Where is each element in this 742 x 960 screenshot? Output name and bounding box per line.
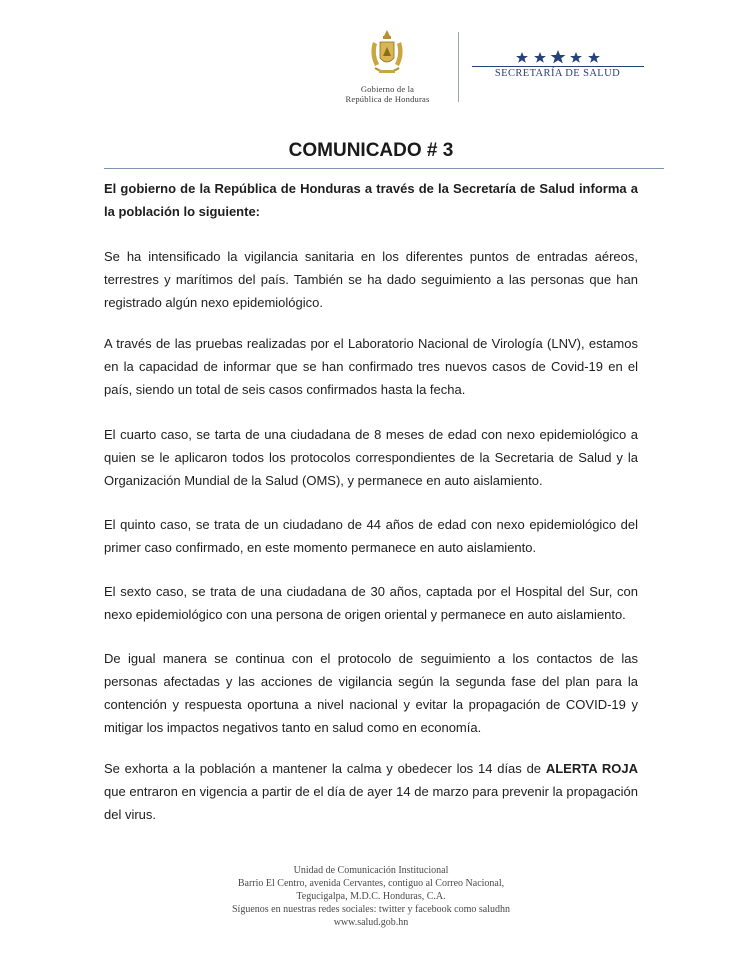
red-alert-text-after: que entraron en vigencia a partir de el día de ayer 14 de marzo para prevenir la propagación del virus. [104, 784, 638, 822]
paragraph-red-alert [104, 757, 638, 826]
title-divider [104, 168, 664, 169]
gov-line-1: Gobierno de la [360, 84, 415, 94]
footer [0, 864, 742, 929]
footer-city: Tegucigalpa, M.D.C. Honduras, C.A. [296, 891, 446, 902]
paragraph-fourth-case: El cuarto caso, se tarta de una ciudadana de 8 meses de edad con nexo epidemiológico a quien se le aplicaron todos los protocolos correspondientes de la Secretaria de Salud y la Organización Mundial de la Salud (OMS), y permanece en auto aislamiento. [104, 427, 638, 488]
paragraph-surveillance: Se ha intensificado la vigilancia sanitaria en los diferentes puntos de entradas aéreos, terrestres y marítimos del país. También se ha dado seguimiento a las personas que han registrado algún nexo epidemiológico. [104, 249, 638, 310]
coat-of-arms-icon [365, 28, 409, 78]
gov-line-2: República de Honduras [345, 94, 430, 104]
letterhead [0, 22, 742, 112]
stars-icon [470, 50, 645, 64]
header-divider [458, 32, 459, 102]
communique-body [104, 177, 638, 826]
ministry-name: SECRETARÍA DE SALUD [494, 68, 621, 79]
footer-website: www.salud.gob.hn [333, 917, 409, 928]
footer-address: Barrio El Centro, avenida Cervantes, contiguo al Correo Nacional, [237, 878, 505, 889]
ministry-rule [472, 66, 644, 67]
footer-unit: Unidad de Comunicación Institucional [293, 865, 449, 876]
paragraph-new-cases: A través de las pruebas realizadas por el Laboratorio Nacional de Virología (LNV), estamos en la capacidad de informar que se han confirmado tres nuevos casos de Covid-19 en el país, siendo un total de seis casos confirmados hasta la fecha. [104, 336, 638, 397]
paragraph-protocol: De igual manera se continua con el protocolo de seguimiento a los contactos de las personas afectadas y las acciones de vigilancia según la segunda fase del plan para la contención y respuesta oportuna a nivel nacional y evitar la propagación de COVID-19 y mitigar los impactos negativos tanto en salud como en economía. [104, 651, 638, 735]
page-title: COMUNICADO # 3 [288, 140, 454, 161]
footer-social: Síguenos en nuestras redes sociales: twitter y facebook como saludhn [232, 904, 510, 915]
paragraph-fifth-case: El quinto caso, se trata de un ciudadano de 44 años de edad con nexo epidemiológico del primer caso confirmado, en este momento permanece en auto aislamiento. [104, 517, 638, 555]
paragraph-sixth-case: El sexto caso, se trata de una ciudadana de 30 años, captada por el Hospital del Sur, con nexo epidemiológico con una persona de origen oriental y permanece en auto aislamiento. [104, 584, 638, 622]
intro-paragraph: El gobierno de la República de Honduras a través de la Secretaría de Salud informa a la población lo siguiente: [104, 181, 638, 219]
red-alert-text-before: Se exhorta a la población a mantener la calma y obedecer los 14 días de [104, 761, 546, 776]
red-alert-label: ALERTA ROJA [545, 761, 639, 776]
government-name [325, 84, 450, 104]
